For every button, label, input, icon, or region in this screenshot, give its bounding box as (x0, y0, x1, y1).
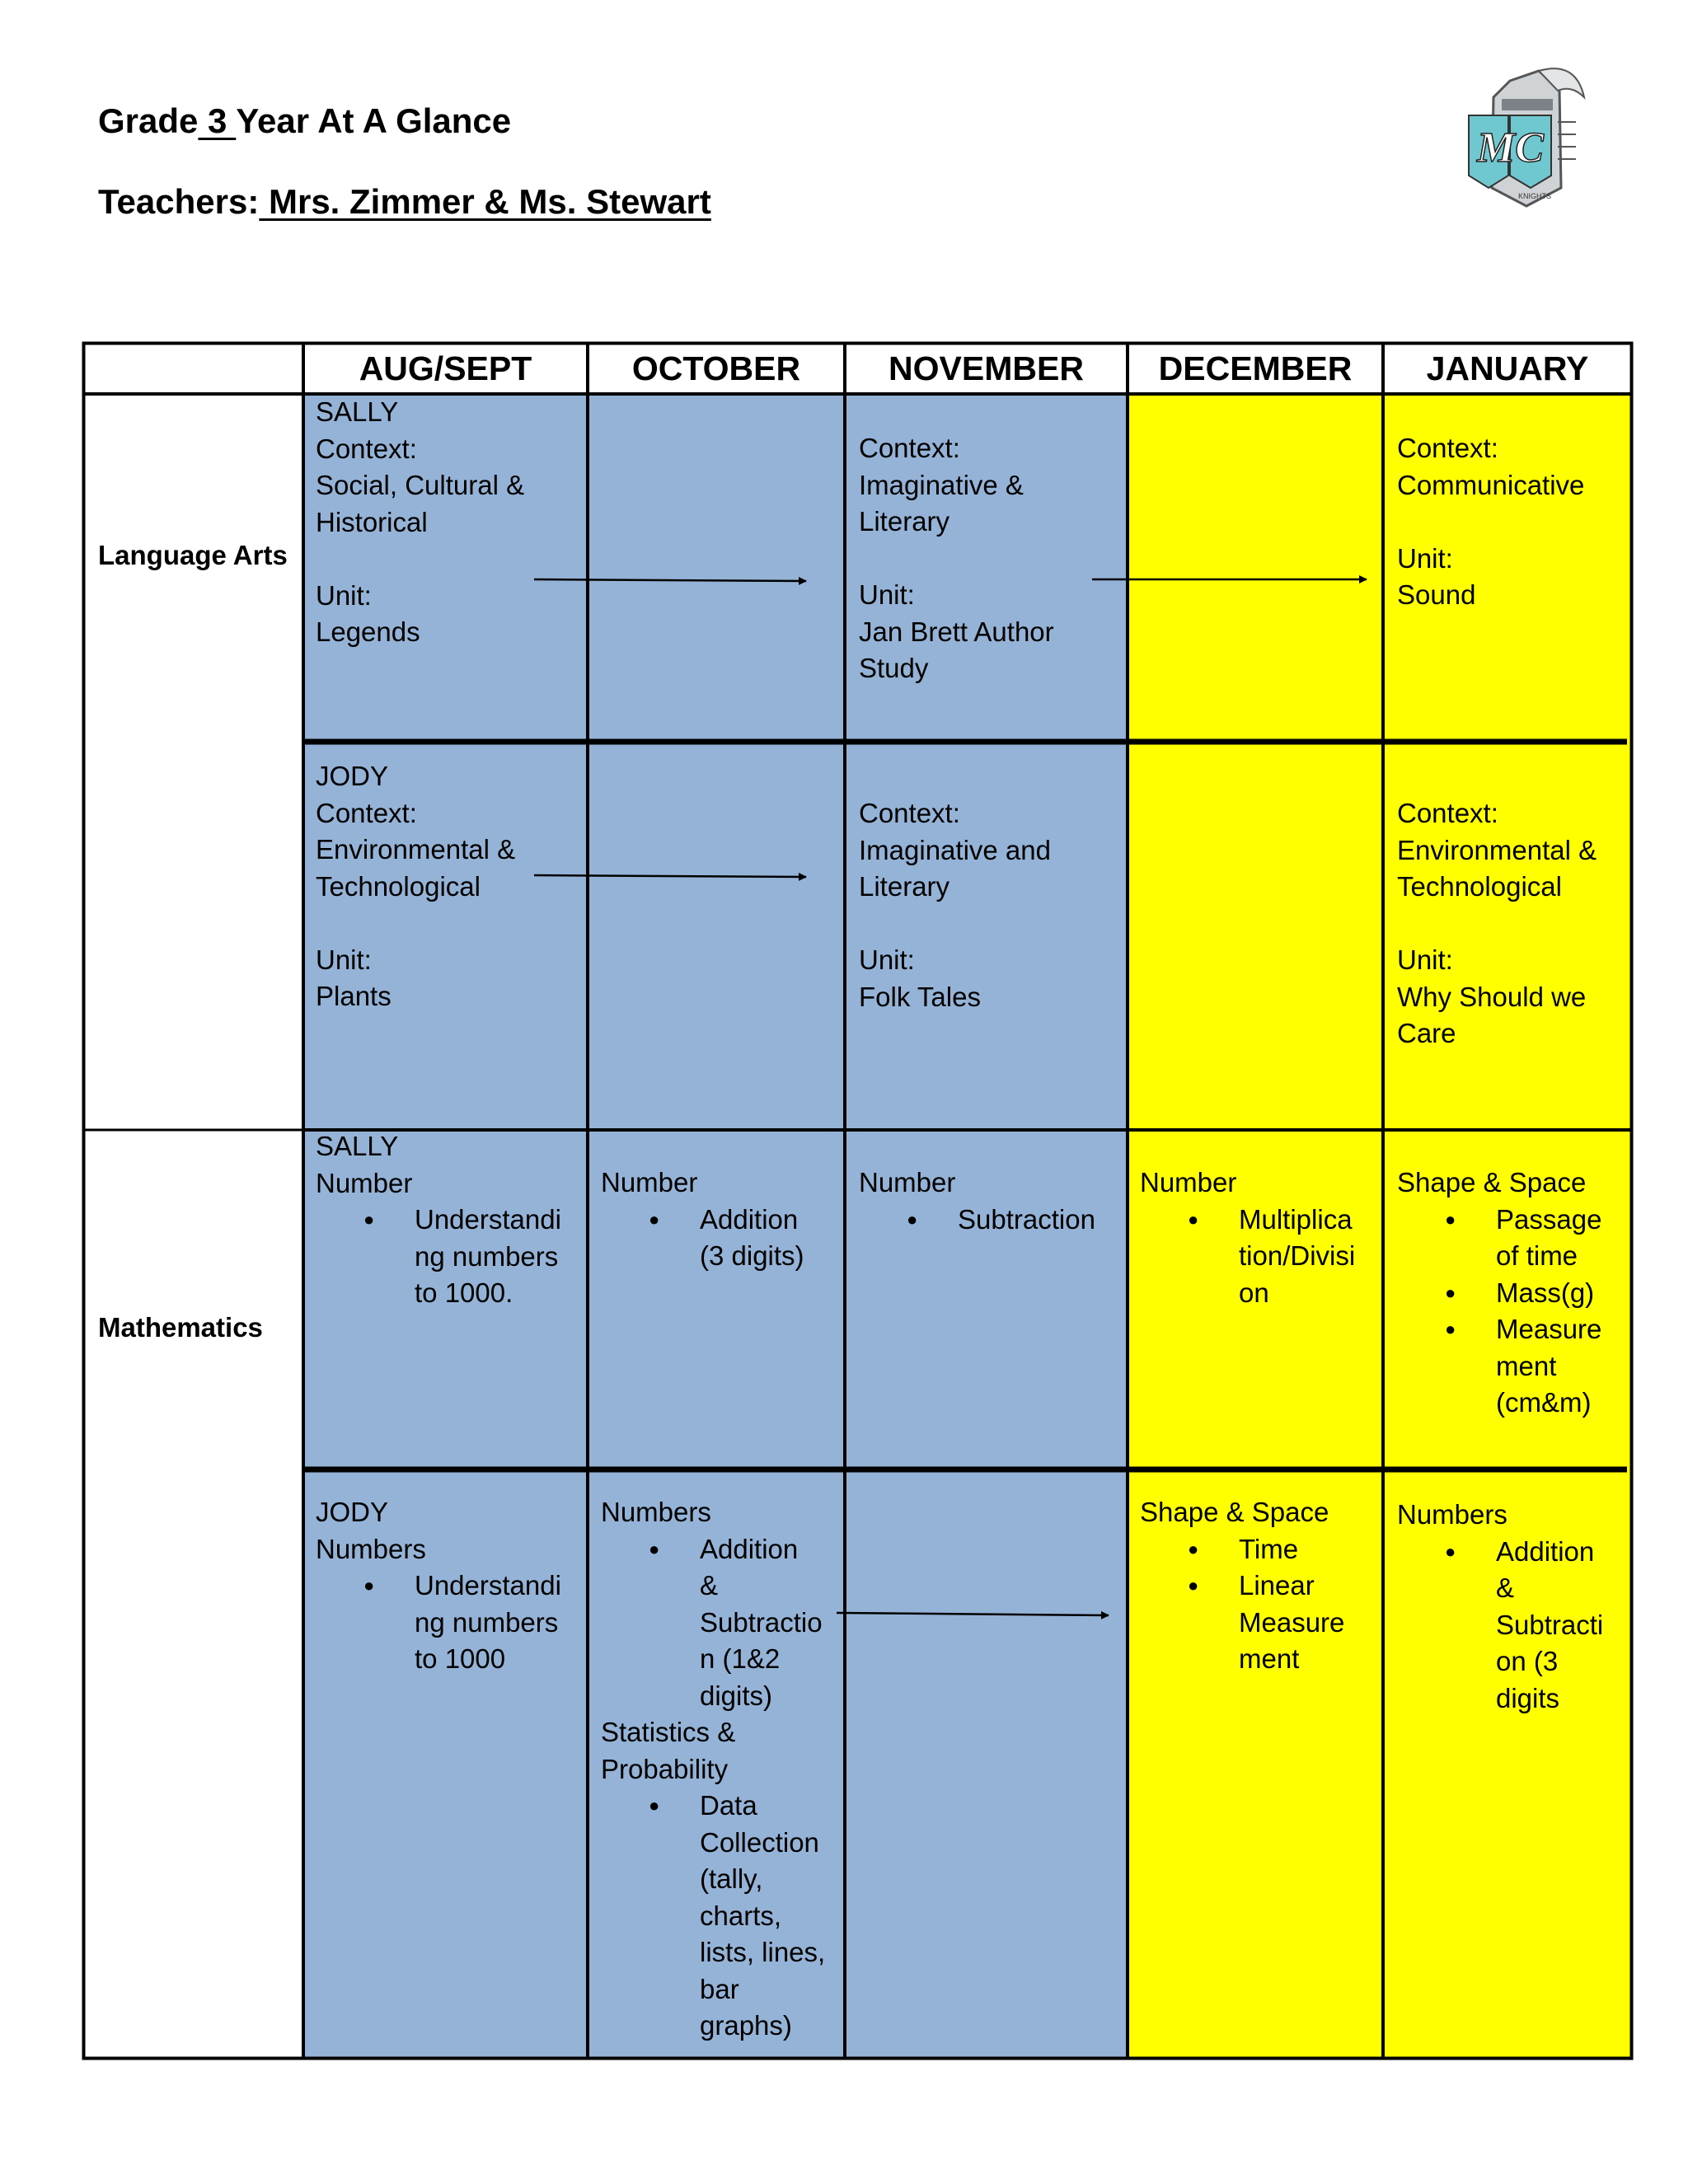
la-sally-nov: Context: Imaginative & Literary Unit: Jan Brett Author Study (859, 433, 1054, 683)
arrow-la-jody (534, 875, 806, 877)
list-item: ● Understandi ng numbers to 1000 (316, 1568, 561, 1678)
teachers-names: Mrs. Zimmer & Ms. Stewart (259, 182, 711, 221)
m-sally-aug: SALLY Number ● Understandi ng numbers to 1000. (316, 1128, 561, 1312)
m-jody-oct: Numbers ● Addition & Subtractio n (1&2 digits) Statistics & Probability ● Data Collection (tally, charts, lists, lines, bar graphs) (601, 1494, 825, 2045)
teachers-line: Teachers: Mrs. Zimmer & Ms. Stewart (98, 182, 711, 221)
list-item: ● Understandi ng numbers to 1000. (316, 1202, 561, 1312)
month-header: AUG/SEPT (359, 349, 532, 387)
month-header: NOVEMBER (889, 349, 1084, 387)
m-jody-jan: Numbers ● Addition & Subtracti on (3 digits (1397, 1497, 1603, 1717)
list-item: ● Mass(g) (1397, 1275, 1601, 1312)
m-sally-jan: Shape & Space ● Passage of time ● Mass(g) ● Measure ment (cm&m) (1397, 1165, 1601, 1422)
m-sally-oct: Number ● Addition (3 digits) (601, 1165, 804, 1275)
list-item: ● Addition (3 digits) (601, 1202, 804, 1275)
page-title: Grade 3 Year At A Glance (98, 101, 512, 140)
m-jody-dec: Shape & Space ● Time ● Linear Measure ment (1140, 1494, 1344, 1678)
list-item: ● Passage of time (1397, 1202, 1601, 1275)
list-item: ● Linear Measure ment (1140, 1568, 1344, 1678)
subject-mathematics: Mathematics (98, 1312, 263, 1343)
m-jody-aug: JODY Numbers ● Understandi ng numbers to 1000 (316, 1494, 561, 1678)
month-header: DECEMBER (1158, 349, 1353, 387)
list-item: ● Multiplica tion/Divisi on (1140, 1202, 1355, 1312)
arrow-m-jody (837, 1613, 1109, 1615)
la-jody-nov: Context: Imaginative and Literary Unit: Folk Tales (859, 798, 1051, 1012)
la-sally-jan: Context: Communicative Unit: Sound (1397, 433, 1585, 610)
la-jody-jan: Context: Environmental & Technological Unit: Why Should we Care (1397, 798, 1597, 1048)
subject-language-arts: Language Arts (98, 540, 288, 570)
svg-text:KNIGHTS: KNIGHTS (1518, 192, 1552, 200)
grade-number: 3 (198, 101, 237, 140)
svg-text:MC: MC (1477, 124, 1544, 171)
month-header: OCTOBER (631, 349, 801, 387)
list-item: ● Time (1140, 1531, 1344, 1568)
la-jody-aug: JODY Context: Environmental & Technological Unit: Plants (316, 761, 516, 1011)
m-sally-nov: Number ● Subtraction (859, 1165, 1095, 1238)
arrow-la-sally-1 (534, 579, 806, 581)
list-item: ● Addition & Subtractio n (1&2 digits) (601, 1531, 825, 1715)
list-item: ● Measure ment (cm&m) (1397, 1311, 1601, 1422)
m-sally-dec: Number ● Multiplica tion/Divisi on (1140, 1165, 1355, 1311)
list-item: ● Data Collection (tally, charts, lists, lines, bar graphs) (601, 1788, 825, 2045)
list-item: ● Subtraction (859, 1202, 1095, 1239)
la-sally-aug: SALLY Context: Social, Cultural & Historical Unit: Legends (316, 396, 525, 647)
month-header: JANUARY (1426, 349, 1589, 387)
list-item: ● Addition & Subtracti on (3 digits (1397, 1534, 1603, 1718)
